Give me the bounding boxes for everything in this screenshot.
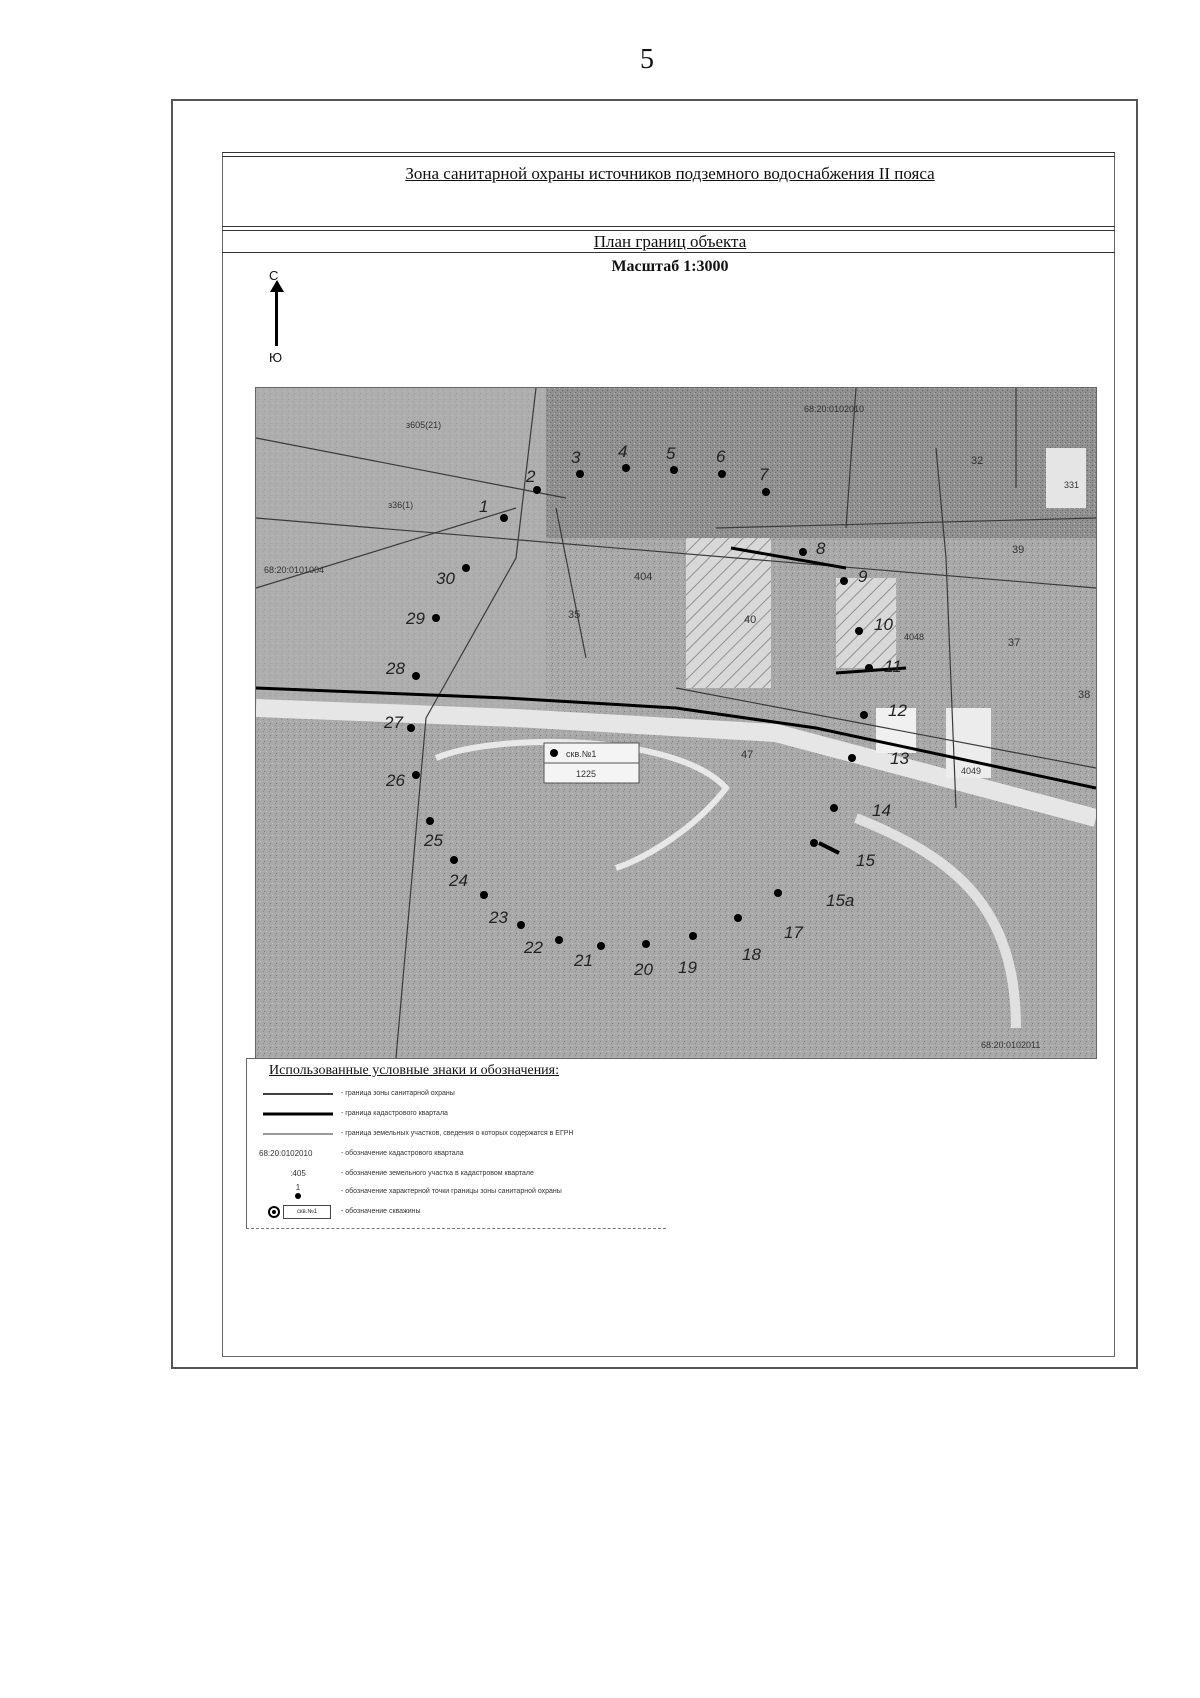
boundary-point [480,891,488,899]
cadastral-map [255,387,1097,1059]
scale-label: Масштаб 1:3000 [611,258,729,275]
boundary-point [412,672,420,680]
point-label: 15 [856,851,875,870]
cadastral-label: 39 [1012,544,1025,556]
legend-symbol: 1 [295,1183,301,1192]
legend-bottom-rule [246,1228,666,1229]
boundary-point [840,577,848,585]
boundary-point [622,464,630,472]
boundary-point [517,921,525,929]
cadastral-label: 37 [1008,637,1021,649]
cadastral-label: 38 [1078,689,1091,701]
boundary-point [762,488,770,496]
rule-top-2 [222,156,1115,157]
plan-title: План границ объекта [593,232,747,251]
cadastral-label: 404 [634,571,653,583]
cadastral-label: 331 [1064,480,1080,490]
point-label: 10 [874,615,893,634]
boundary-point [407,724,415,732]
legend-text: - обозначение кадастрового квартала [341,1150,464,1157]
inset-label: 1225 [576,769,597,779]
rule-mid-2 [222,230,1115,231]
point-label: 15а [826,891,855,910]
boundary-point [426,817,434,825]
legend-item [259,1127,659,1143]
cadastral-label: з605(21) [406,420,442,430]
point-label: 8 [816,539,826,558]
cadastral-label: 32 [971,455,984,467]
compass-south-label: Ю [269,350,283,365]
legend-text: - граница земельных участков, сведения о которых содержатся в ЕГРН [341,1130,574,1137]
cadastral-label: 4048 [904,632,925,642]
point-label: 6 [716,447,726,466]
legend-title: Использованные условные знаки и обозначения: [269,1063,560,1078]
point-label: 2 [526,467,536,486]
rule-under-plan [222,252,1115,253]
compass-shaft [275,288,278,346]
point-label: 25 [424,831,443,850]
cadastral-label: 47 [741,749,754,761]
boundary-point [576,470,584,478]
building-5 [1046,448,1086,508]
cadastral-label: з36(1) [388,500,414,510]
legend-line-thick [259,1107,337,1121]
point-label: 3 [571,448,581,467]
point-label: 26 [386,771,405,790]
page-number: 5 [640,44,654,75]
boundary-point [774,889,782,897]
boundary-point [555,936,563,944]
boundary-point [860,711,868,719]
compass-north-label: С [269,268,279,283]
boundary-point [718,470,726,478]
legend-item [259,1167,659,1183]
boundary-point [830,804,838,812]
point-label: 20 [634,960,653,979]
legend-text: - обозначение скважины [341,1208,421,1215]
legend-symbol: скв.№1 [283,1205,331,1219]
boundary-point [848,754,856,762]
legend-text: - граница зоны санитарной охраны [341,1090,455,1097]
point-label: 17 [784,923,803,942]
legend-item [259,1107,659,1123]
point-label: 1 [479,497,489,516]
boundary-point [855,627,863,635]
point-label: 13 [890,749,909,768]
point-label: 9 [858,567,868,586]
legend-symbol: 68:20:0102010 [259,1149,313,1158]
boundary-point [670,466,678,474]
boundary-point [810,839,818,847]
point-label: 18 [742,945,761,964]
cadastral-label: 40 [744,614,757,626]
north-arrow [265,268,291,368]
legend-line-thin [259,1127,337,1141]
boundary-point [689,932,697,940]
rule-top [222,152,1115,153]
point-label: 12 [888,701,907,720]
legend-item [259,1185,659,1201]
point-label: 29 [406,609,425,628]
boundary-point [799,548,807,556]
point-label: 27 [384,713,403,732]
boundary-point [412,771,420,779]
boundary-point [462,564,470,572]
cadastral-label: 35 [568,609,581,621]
legend-item [259,1147,659,1163]
cadastral-label: 4049 [961,766,982,776]
point-label: 11 [884,657,902,676]
document-title: Зона санитарной охраны источников подземного водоснабжения II пояса [405,164,935,183]
point-label: 24 [449,871,468,890]
well-inset [544,743,639,783]
legend-item [259,1087,659,1103]
legend-item [259,1205,659,1221]
point-label: 21 [574,951,593,970]
point-label: 22 [524,938,543,957]
cadastral-label: 68:20:0101004 [264,565,325,575]
legend-line-solid [259,1087,337,1101]
legend [246,1058,667,1229]
point-label: 14 [872,801,891,820]
legend-symbol: :405 [290,1169,306,1178]
rule-mid [222,226,1115,227]
point-label: 4 [618,442,628,461]
legend-text: - граница кадастрового квартала [341,1110,448,1117]
boundary-point [500,514,508,522]
well-icon [550,749,558,757]
cadastral-label: 68:20:0102010 [804,404,865,414]
legend-text: - обозначение характерной точки границы зоны санитарной охраны [341,1188,562,1195]
cadastral-label: 68:20:0102011 [981,1040,1041,1050]
boundary-point [865,664,873,672]
building-1 [686,538,771,688]
boundary-point [642,940,650,948]
legend-text: - обозначение земельного участка в кадастровом квартале [341,1170,534,1177]
point-dot-icon [293,1191,303,1201]
boundary-point [597,942,605,950]
point-label: 23 [489,908,508,927]
point-label: 5 [666,444,676,463]
point-label: 28 [386,659,405,678]
boundary-point [533,486,541,494]
boundary-point [734,914,742,922]
point-label: 30 [436,569,455,588]
point-label: 7 [759,465,769,484]
point-label: 19 [678,958,697,977]
boundary-point [450,856,458,864]
well-icon [267,1205,281,1219]
boundary-point [432,614,440,622]
inset-label: скв.№1 [566,749,597,759]
